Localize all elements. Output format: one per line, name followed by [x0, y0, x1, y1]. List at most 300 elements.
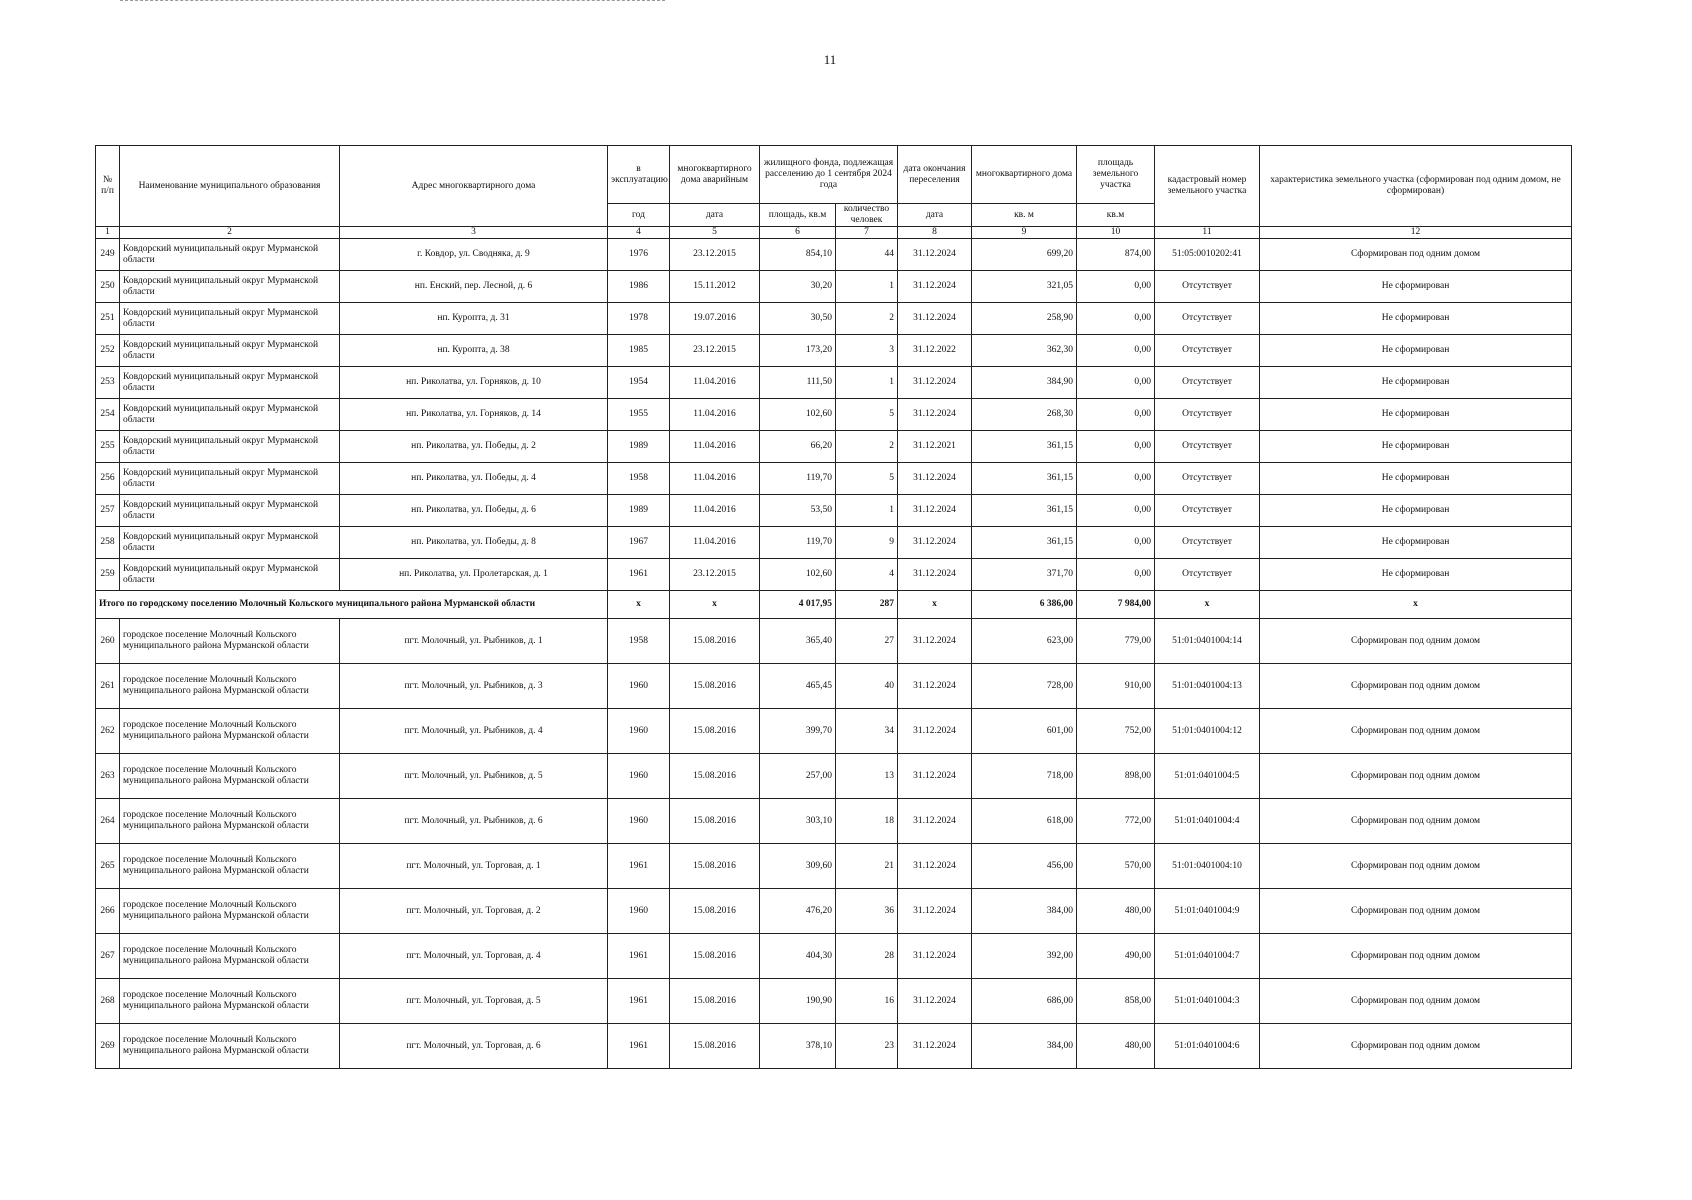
row-cadastral: 51:01:0401004:13	[1155, 664, 1260, 709]
row-house-area: 362,30	[972, 335, 1077, 367]
row-land-area: 0,00	[1077, 367, 1155, 399]
header-land-area: площадь земельного участка	[1077, 146, 1155, 204]
table-row	[96, 239, 1572, 271]
row-house-area: 361,15	[972, 463, 1077, 495]
table-row	[96, 303, 1572, 335]
row-area: 190,90	[760, 979, 836, 1024]
row-municipality: Ковдорский муниципальный округ Мурманской области	[120, 271, 340, 303]
row-people: 16	[836, 979, 898, 1024]
row-cadastral: Отсутствует	[1155, 495, 1260, 527]
row-land-area: 0,00	[1077, 527, 1155, 559]
row-land-area: 480,00	[1077, 1024, 1155, 1069]
row-house-area: 392,00	[972, 934, 1077, 979]
row-end-date: 31.12.2024	[898, 844, 972, 889]
row-cadastral: Отсутствует	[1155, 303, 1260, 335]
row-address: пгт. Молочный, ул. Торговая, д. 4	[340, 934, 608, 979]
header-house-area: многоквартирного дома	[972, 146, 1077, 204]
row-address: пгт. Молочный, ул. Торговая, д. 1	[340, 844, 608, 889]
subheader-end-date: дата	[898, 204, 972, 227]
row-end-date: 31.12.2024	[898, 1024, 972, 1069]
row-people: 2	[836, 303, 898, 335]
header-municipality: Наименование муниципального образования	[120, 146, 340, 227]
row-people: 21	[836, 844, 898, 889]
row-house-area: 384,00	[972, 889, 1077, 934]
row-address: пгт. Молочный, ул. Рыбников, д. 3	[340, 664, 608, 709]
row-end-date: 31.12.2024	[898, 799, 972, 844]
table-row	[96, 335, 1572, 367]
row-end-date: 31.12.2022	[898, 335, 972, 367]
row-year: 1958	[608, 619, 670, 664]
col-number: 2	[120, 227, 340, 239]
row-number: 249	[96, 239, 120, 271]
row-people: 23	[836, 1024, 898, 1069]
row-land-area: 480,00	[1077, 889, 1155, 934]
table-row	[96, 399, 1572, 431]
row-number: 263	[96, 754, 120, 799]
row-municipality: Ковдорский муниципальный округ Мурманской области	[120, 527, 340, 559]
row-end-date: 31.12.2024	[898, 463, 972, 495]
row-address: нп. Риколатва, ул. Победы, д. 6	[340, 495, 608, 527]
row-cadastral: 51:01:0401004:14	[1155, 619, 1260, 664]
table-row	[96, 709, 1572, 754]
row-land-area: 910,00	[1077, 664, 1155, 709]
row-date: 19.07.2016	[670, 303, 760, 335]
row-people: 40	[836, 664, 898, 709]
row-area: 303,10	[760, 799, 836, 844]
row-address: пгт. Молочный, ул. Торговая, д. 2	[340, 889, 608, 934]
table-row	[96, 431, 1572, 463]
row-cadastral: 51:01:0401004:4	[1155, 799, 1260, 844]
row-people: 2	[836, 431, 898, 463]
table-row	[96, 799, 1572, 844]
row-area: 119,70	[760, 527, 836, 559]
row-land-area: 490,00	[1077, 934, 1155, 979]
row-municipality: городское поселение Молочный Кольского муниципального района Мурманской области	[120, 844, 340, 889]
row-number: 267	[96, 934, 120, 979]
row-land-area: 0,00	[1077, 399, 1155, 431]
subheader-people: количество человек	[836, 204, 898, 227]
row-number: 256	[96, 463, 120, 495]
row-area: 465,45	[760, 664, 836, 709]
row-people: 5	[836, 463, 898, 495]
row-municipality: Ковдорский муниципальный округ Мурманской области	[120, 559, 340, 591]
row-number: 257	[96, 495, 120, 527]
table-row	[96, 527, 1572, 559]
row-land-char: Сформирован под одним домом	[1260, 239, 1572, 271]
subheader-land-unit: кв.м	[1077, 204, 1155, 227]
row-people: 1	[836, 271, 898, 303]
row-people: 4	[836, 559, 898, 591]
table-row	[96, 934, 1572, 979]
row-land-char: Сформирован под одним домом	[1260, 934, 1572, 979]
row-cadastral: 51:01:0401004:5	[1155, 754, 1260, 799]
row-address: нп. Риколатва, ул. Горняков, д. 10	[340, 367, 608, 399]
row-number: 264	[96, 799, 120, 844]
row-address: пгт. Молочный, ул. Торговая, д. 6	[340, 1024, 608, 1069]
table-row	[96, 619, 1572, 664]
row-address: нп. Риколатва, ул. Победы, д. 8	[340, 527, 608, 559]
row-area: 66,20	[760, 431, 836, 463]
row-house-area: 361,15	[972, 495, 1077, 527]
row-end-date: 31.12.2024	[898, 619, 972, 664]
row-number: 260	[96, 619, 120, 664]
row-address: пгт. Молочный, ул. Торговая, д. 5	[340, 979, 608, 1024]
row-number: 269	[96, 1024, 120, 1069]
row-year: 1961	[608, 934, 670, 979]
subtotal-land-char: x	[1260, 591, 1572, 619]
row-year: 1976	[608, 239, 670, 271]
row-end-date: 31.12.2024	[898, 303, 972, 335]
row-land-area: 0,00	[1077, 463, 1155, 495]
row-date: 23.12.2015	[670, 239, 760, 271]
header-address: Адрес многоквартирного дома	[340, 146, 608, 227]
row-cadastral: Отсутствует	[1155, 559, 1260, 591]
row-land-area: 0,00	[1077, 431, 1155, 463]
col-number: 1	[96, 227, 120, 239]
row-end-date: 31.12.2024	[898, 559, 972, 591]
row-address: г. Ковдор, ул. Сводняка, д. 9	[340, 239, 608, 271]
row-date: 11.04.2016	[670, 495, 760, 527]
row-number: 250	[96, 271, 120, 303]
row-cadastral: 51:01:0401004:6	[1155, 1024, 1260, 1069]
subtotal-area: 4 017,95	[760, 591, 836, 619]
row-year: 1989	[608, 431, 670, 463]
row-house-area: 384,00	[972, 1024, 1077, 1069]
row-area: 30,50	[760, 303, 836, 335]
row-people: 18	[836, 799, 898, 844]
row-date: 11.04.2016	[670, 431, 760, 463]
row-house-area: 456,00	[972, 844, 1077, 889]
row-address: нп. Куропта, д. 38	[340, 335, 608, 367]
row-land-char: Сформирован под одним домом	[1260, 979, 1572, 1024]
row-end-date: 31.12.2024	[898, 979, 972, 1024]
row-end-date: 31.12.2024	[898, 399, 972, 431]
table-row	[96, 979, 1572, 1024]
row-land-area: 0,00	[1077, 271, 1155, 303]
row-address: нп. Риколатва, ул. Победы, д. 2	[340, 431, 608, 463]
table-header	[96, 146, 1572, 239]
row-people: 44	[836, 239, 898, 271]
row-date: 15.08.2016	[670, 889, 760, 934]
header-commissioned: в эксплуатацию	[608, 146, 670, 204]
table-row	[96, 463, 1572, 495]
row-address: пгт. Молочный, ул. Рыбников, д. 5	[340, 754, 608, 799]
row-cadastral: 51:05:0010202:41	[1155, 239, 1260, 271]
subtotal-date: x	[670, 591, 760, 619]
table-row	[96, 367, 1572, 399]
row-date: 23.12.2015	[670, 335, 760, 367]
row-people: 1	[836, 495, 898, 527]
row-number: 268	[96, 979, 120, 1024]
row-year: 1955	[608, 399, 670, 431]
row-land-area: 0,00	[1077, 303, 1155, 335]
row-area: 476,20	[760, 889, 836, 934]
row-people: 34	[836, 709, 898, 754]
row-number: 261	[96, 664, 120, 709]
row-area: 111,50	[760, 367, 836, 399]
row-house-area: 618,00	[972, 799, 1077, 844]
row-land-char: Не сформирован	[1260, 335, 1572, 367]
row-municipality: городское поселение Молочный Кольского муниципального района Мурманской области	[120, 754, 340, 799]
row-land-area: 772,00	[1077, 799, 1155, 844]
row-people: 13	[836, 754, 898, 799]
subtotal-cadastral: x	[1155, 591, 1260, 619]
row-number: 251	[96, 303, 120, 335]
row-year: 1960	[608, 709, 670, 754]
row-year: 1986	[608, 271, 670, 303]
row-date: 15.08.2016	[670, 709, 760, 754]
row-land-area: 570,00	[1077, 844, 1155, 889]
table-row	[96, 559, 1572, 591]
row-area: 102,60	[760, 559, 836, 591]
row-number: 262	[96, 709, 120, 754]
col-number: 6	[760, 227, 836, 239]
row-municipality: городское поселение Молочный Кольского муниципального района Мурманской области	[120, 934, 340, 979]
subheader-date: дата	[670, 204, 760, 227]
table-row	[96, 754, 1572, 799]
row-municipality: Ковдорский муниципальный округ Мурманской области	[120, 303, 340, 335]
col-number: 7	[836, 227, 898, 239]
row-area: 102,60	[760, 399, 836, 431]
row-land-char: Сформирован под одним домом	[1260, 619, 1572, 664]
top-scan-artifact	[120, 0, 665, 2]
row-house-area: 728,00	[972, 664, 1077, 709]
row-cadastral: Отсутствует	[1155, 463, 1260, 495]
row-people: 1	[836, 367, 898, 399]
row-land-char: Не сформирован	[1260, 527, 1572, 559]
table-row	[96, 271, 1572, 303]
row-house-area: 258,90	[972, 303, 1077, 335]
row-number: 253	[96, 367, 120, 399]
row-end-date: 31.12.2024	[898, 239, 972, 271]
row-date: 15.08.2016	[670, 799, 760, 844]
row-date: 15.08.2016	[670, 979, 760, 1024]
row-end-date: 31.12.2024	[898, 664, 972, 709]
row-municipality: Ковдорский муниципальный округ Мурманской области	[120, 431, 340, 463]
row-house-area: 371,70	[972, 559, 1077, 591]
row-address: нп. Риколатва, ул. Пролетарская, д. 1	[340, 559, 608, 591]
row-number: 252	[96, 335, 120, 367]
row-land-char: Сформирован под одним домом	[1260, 799, 1572, 844]
row-date: 11.04.2016	[670, 463, 760, 495]
row-land-char: Не сформирован	[1260, 431, 1572, 463]
row-land-char: Не сформирован	[1260, 463, 1572, 495]
row-land-area: 0,00	[1077, 335, 1155, 367]
row-people: 9	[836, 527, 898, 559]
row-cadastral: 51:01:0401004:3	[1155, 979, 1260, 1024]
row-municipality: городское поселение Молочный Кольского муниципального района Мурманской области	[120, 619, 340, 664]
row-land-area: 0,00	[1077, 495, 1155, 527]
row-cadastral: Отсутствует	[1155, 399, 1260, 431]
col-number: 3	[340, 227, 608, 239]
row-land-char: Сформирован под одним домом	[1260, 1024, 1572, 1069]
row-cadastral: Отсутствует	[1155, 527, 1260, 559]
col-number: 12	[1260, 227, 1572, 239]
header-land-char: характеристика земельного участка (сформирован под одним домом, не сформирован)	[1260, 146, 1572, 227]
row-year: 1960	[608, 799, 670, 844]
row-address: нп. Енский, пер. Лесной, д. 6	[340, 271, 608, 303]
row-address: пгт. Молочный, ул. Рыбников, д. 6	[340, 799, 608, 844]
row-year: 1954	[608, 367, 670, 399]
row-municipality: Ковдорский муниципальный округ Мурманской области	[120, 367, 340, 399]
row-area: 173,20	[760, 335, 836, 367]
row-land-area: 752,00	[1077, 709, 1155, 754]
row-municipality: городское поселение Молочный Кольского муниципального района Мурманской области	[120, 889, 340, 934]
row-date: 11.04.2016	[670, 527, 760, 559]
row-municipality: Ковдорский муниципальный округ Мурманской области	[120, 399, 340, 431]
row-end-date: 31.12.2024	[898, 889, 972, 934]
row-date: 15.11.2012	[670, 271, 760, 303]
col-number: 8	[898, 227, 972, 239]
row-date: 11.04.2016	[670, 399, 760, 431]
row-date: 15.08.2016	[670, 664, 760, 709]
col-number: 11	[1155, 227, 1260, 239]
header-num: № п/п	[96, 146, 120, 227]
row-municipality: городское поселение Молочный Кольского муниципального района Мурманской области	[120, 664, 340, 709]
row-people: 27	[836, 619, 898, 664]
row-area: 399,70	[760, 709, 836, 754]
row-house-area: 623,00	[972, 619, 1077, 664]
row-cadastral: 51:01:0401004:12	[1155, 709, 1260, 754]
row-land-area: 874,00	[1077, 239, 1155, 271]
row-house-area: 718,00	[972, 754, 1077, 799]
row-area: 30,20	[760, 271, 836, 303]
row-address: нп. Куропта, д. 31	[340, 303, 608, 335]
row-number: 254	[96, 399, 120, 431]
row-area: 854,10	[760, 239, 836, 271]
row-land-area: 898,00	[1077, 754, 1155, 799]
row-year: 1961	[608, 979, 670, 1024]
row-number: 258	[96, 527, 120, 559]
row-cadastral: Отсутствует	[1155, 431, 1260, 463]
row-cadastral: 51:01:0401004:9	[1155, 889, 1260, 934]
subtotal-end: x	[898, 591, 972, 619]
row-date: 15.08.2016	[670, 619, 760, 664]
subtotal-year: x	[608, 591, 670, 619]
table-row	[96, 844, 1572, 889]
row-people: 28	[836, 934, 898, 979]
row-area: 365,40	[760, 619, 836, 664]
row-date: 15.08.2016	[670, 844, 760, 889]
col-number: 10	[1077, 227, 1155, 239]
row-area: 309,60	[760, 844, 836, 889]
row-land-char: Не сформирован	[1260, 271, 1572, 303]
row-house-area: 601,00	[972, 709, 1077, 754]
subtotal-section	[96, 591, 1572, 619]
row-land-char: Не сформирован	[1260, 495, 1572, 527]
row-year: 1978	[608, 303, 670, 335]
row-land-char: Сформирован под одним домом	[1260, 709, 1572, 754]
col-number: 4	[608, 227, 670, 239]
row-end-date: 31.12.2024	[898, 495, 972, 527]
row-land-area: 0,00	[1077, 559, 1155, 591]
row-land-char: Сформирован под одним домом	[1260, 664, 1572, 709]
row-house-area: 384,90	[972, 367, 1077, 399]
col-number: 5	[670, 227, 760, 239]
row-year: 1960	[608, 889, 670, 934]
row-house-area: 361,15	[972, 431, 1077, 463]
row-date: 11.04.2016	[670, 367, 760, 399]
row-house-area: 321,05	[972, 271, 1077, 303]
molochny-rows	[96, 619, 1572, 1069]
row-area: 119,70	[760, 463, 836, 495]
row-end-date: 31.12.2024	[898, 271, 972, 303]
row-year: 1958	[608, 463, 670, 495]
row-municipality: городское поселение Молочный Кольского муниципального района Мурманской области	[120, 979, 340, 1024]
row-address: пгт. Молочный, ул. Рыбников, д. 1	[340, 619, 608, 664]
row-year: 1961	[608, 844, 670, 889]
row-end-date: 31.12.2024	[898, 527, 972, 559]
row-land-char: Не сформирован	[1260, 367, 1572, 399]
table-row	[96, 889, 1572, 934]
subheader-house-unit: кв. м	[972, 204, 1077, 227]
row-area: 53,50	[760, 495, 836, 527]
row-area: 257,00	[760, 754, 836, 799]
row-land-char: Сформирован под одним домом	[1260, 889, 1572, 934]
row-address: пгт. Молочный, ул. Рыбников, д. 4	[340, 709, 608, 754]
row-cadastral: Отсутствует	[1155, 367, 1260, 399]
row-year: 1961	[608, 1024, 670, 1069]
row-number: 255	[96, 431, 120, 463]
row-cadastral: 51:01:0401004:7	[1155, 934, 1260, 979]
row-number: 266	[96, 889, 120, 934]
table-row	[96, 1024, 1572, 1069]
row-year: 1960	[608, 664, 670, 709]
subtotal-people: 287	[836, 591, 898, 619]
housing-registry-table	[95, 145, 1572, 1069]
kovdor-rows	[96, 239, 1572, 591]
page-number: 11	[823, 52, 837, 67]
row-year: 1961	[608, 559, 670, 591]
table-row	[96, 664, 1572, 709]
subtotal-land-area: 7 984,00	[1077, 591, 1155, 619]
col-number: 9	[972, 227, 1077, 239]
subtotal-label: Итого по городскому поселению Молочный Кольского муниципального района Мурманской области	[96, 591, 608, 619]
row-end-date: 31.12.2024	[898, 709, 972, 754]
row-end-date: 31.12.2024	[898, 934, 972, 979]
row-year: 1967	[608, 527, 670, 559]
row-end-date: 31.12.2024	[898, 754, 972, 799]
header-resettle: жилищного фонда, подлежащая расселению до 1 сентября 2024 года	[760, 146, 898, 204]
row-address: нп. Риколатва, ул. Горняков, д. 14	[340, 399, 608, 431]
row-land-area: 779,00	[1077, 619, 1155, 664]
row-cadastral: Отсутствует	[1155, 271, 1260, 303]
row-people: 5	[836, 399, 898, 431]
row-number: 259	[96, 559, 120, 591]
row-municipality: Ковдорский муниципальный округ Мурманской области	[120, 239, 340, 271]
subtotal-house-area: 6 386,00	[972, 591, 1077, 619]
table-row	[96, 495, 1572, 527]
row-end-date: 31.12.2024	[898, 367, 972, 399]
subheader-area: площадь, кв.м	[760, 204, 836, 227]
row-cadastral: 51:01:0401004:10	[1155, 844, 1260, 889]
row-land-char: Не сформирован	[1260, 303, 1572, 335]
row-municipality: Ковдорский муниципальный округ Мурманской области	[120, 335, 340, 367]
row-date: 15.08.2016	[670, 754, 760, 799]
header-cadastral: кадастровый номер земельного участка	[1155, 146, 1260, 227]
row-land-char: Сформирован под одним домом	[1260, 844, 1572, 889]
subtotal-row	[96, 591, 1572, 619]
row-year: 1985	[608, 335, 670, 367]
row-land-char: Не сформирован	[1260, 559, 1572, 591]
row-house-area: 686,00	[972, 979, 1077, 1024]
row-municipality: городское поселение Молочный Кольского муниципального района Мурманской области	[120, 799, 340, 844]
row-house-area: 699,20	[972, 239, 1077, 271]
row-date: 23.12.2015	[670, 559, 760, 591]
row-people: 36	[836, 889, 898, 934]
header-end: дата окончания переселения	[898, 146, 972, 204]
row-municipality: городское поселение Молочный Кольского муниципального района Мурманской области	[120, 709, 340, 754]
